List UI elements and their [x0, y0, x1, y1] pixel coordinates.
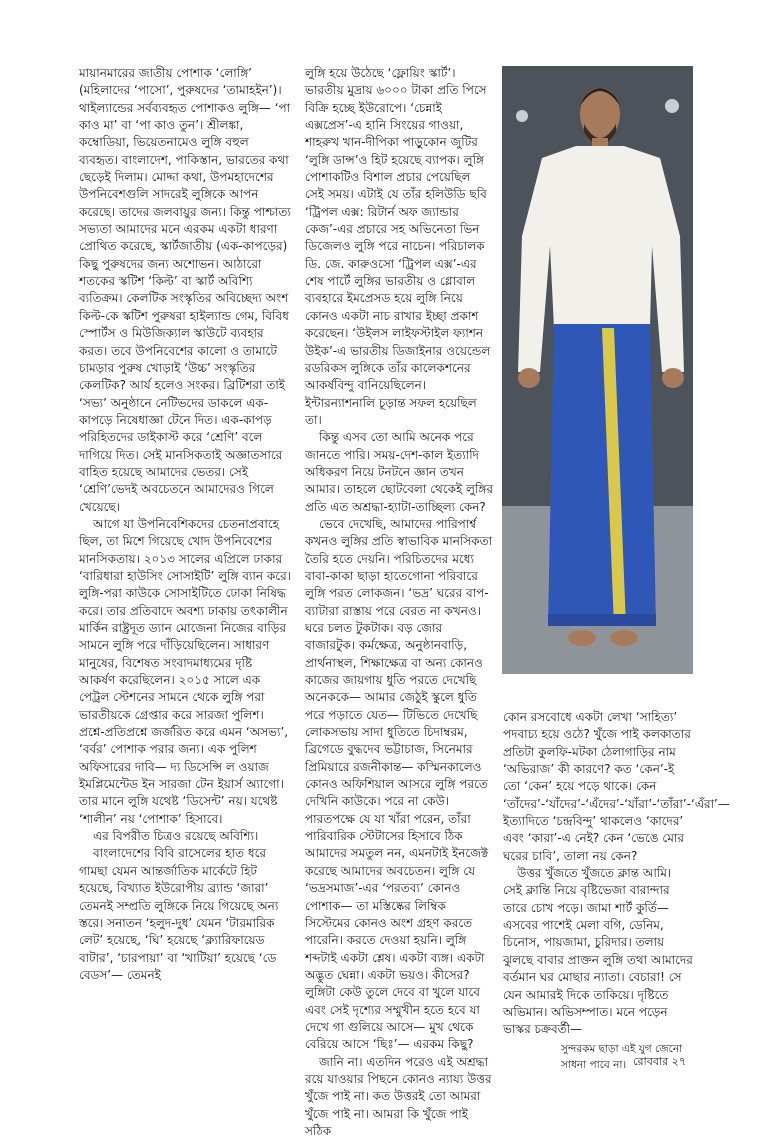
poem-line: সুন্দরকম ছাড়া এই যুগ জেনো: [561, 1042, 683, 1055]
model-lungi: [548, 324, 656, 626]
model-lungi-photo: [502, 66, 693, 674]
paragraph: জানি না। এতদিন পরেও এই অশ্রদ্ধা রয়ে যাওয়ার পিছনে কোনও ন্যায্য উত্তর খুঁজে পাই না। কত উত্তরই তো আমরা খুঁজে পাই না। আমরা কি খুঁজে পাই সঠিক: [305, 1054, 492, 1138]
model-foot: [568, 630, 596, 646]
paragraph: কোন রসবোধে একটা লেখা ‘সাহিত্য’ পদবাচ্য হয়ে ওঠে? খুঁজে পাই কলকাতার প্রতিটা কুলফি-মটকা ঠেলাগাড়ির নাম ‘অভিরাজ’ কী কারণে? কত ‘কেন’-ই তো ‘কেন’ হয়ে পড়ে থাকে। কেন ‘তাঁদের’-‘যাঁদের’-‘এঁদের’-‘যাঁরা’-‘তাঁরা’-‘এঁরা’— ইত্যাদিতে ‘চন্দ্রবিন্দু’ থাকলেও ‘কাদের’ এবং ‘কারা’-এ নেই? কেন ‘ভেঙে মোর ঘরের চাবি’, তালা নয় কেন?: [503, 710, 730, 863]
stage-light: [665, 99, 679, 113]
paragraph: আগে যা উপনিবেশিকদের চেতনাপ্রবাহে ছিল, তা মিশে গিয়েছে খোদ উপনিবেশের মানসিকতায়। ২০১৩ সালের এপ্রিলে ঢাকার ‘বারিধারা হাউসিং সোসাইটি’ লুঙ্গি ব্যান করে। লুঙ্গি-পরা কাউকে সোসাইটিতে ঢোকা নিষিদ্ধ করে। তার প্রতিবাদে অবশ্য ঢাকায় তৎকালীন মার্কিন রাষ্ট্রদূত ড্যান মোজেনা নিজের বাড়ির সামনে লুঙ্গি পরে দাঁড়িয়েছিলেন। সাধারণ মানুষের, বিশেষত সংবাদমাধ্যমের দৃষ্টি আকর্ষণ করেছিলেন। ২০১৫ সালে এক পেট্রল স্টেশনের সামনে থেকে লুঙ্গি পরা ভারতীয়কে গ্রেপ্তার করে সারজা পুলিশ। প্রশ্নে-প্রতিপ্রশ্নে জর্জরিত করে এমন ‘অসভ্য’, ‘বর্বর’ পোশাক পরার জন্য। এক পুলিশ অফিসারের দাবি— দ্য ডিসেন্সি ল ওয়াজ ইমপ্লিমেন্টেড ইন সারজা টেন ইয়ার্স অ্যাগো। তার মানে লুঙ্গি যথেষ্ট ‘ডিসেন্ট’ নয়। যথেষ্ট ‘শালীন’ নয় ‘পোশাক’ হিসাবে।: [79, 516, 291, 826]
paragraph: লুঙ্গি হয়ে উঠেছে ‘ফ্লোয়িং স্কার্ট’। ভারতীয় মুদ্রায় ৬০০০ টাকা প্রতি পিসে বিক্রি হচ্ছে ইউরোপে। ‘চেন্নাই এক্সপ্রেস’-এ হানি সিংয়ের গাওয়া, শাহরুখ খান-দীপিকা পাড়ুকোন জুটির ‘লুঙ্গি ডান্স’ও হিট হয়েছে ব্যাপক। লুঙ্গি পোশাকটিও বিশাল প্রচার পেয়েছিল সেই সময়। এটাই যে তাঁর হলিউডি ছবি ‘ট্রিপল এক্স: রিটার্ন অফ জ্যান্ডার কেজ’-এর প্রচারে সহ অভিনেতা ভিন ডিজেলও লুঙ্গি পরে নাচেন। পরিচালক ডি. জে. কারুওসো ‘ট্রিপল এক্স’-এর শেষ পার্টে লুঙ্গির ভারতীয় ও গ্লোবাল ব্যবহারে ইমপ্রেসড হয়ে লুঙ্গি নিয়ে কোনও একটা নাচ রাখার ইচ্ছা প্রকাশ করেছেন। ‘উইলস লাইফস্টাইল ফ্যাশন উইক’-এ ভারতীয় ডিজাইনার ওয়েন্ডেল রডরিকস লুঙ্গিকে তাঁর কালেকশনের আকর্ষবিন্দু বানিয়েছিলেন। ইন্টারন্যাশনালি চূড়ান্ত সফল হয়েছিল তা।: [305, 66, 491, 427]
paragraph: উত্তর খুঁজতে খুঁজতে ক্লান্ত আমি। সেই ক্লান্তি নিয়ে বৃষ্টিভেজা বারান্দার তারে চোখ পড়ে। জামা শার্ট কুর্তি— এসবের পাশেই মেলা বগি, ডেনিম, চিনোস, পায়জামা, চুরিদার। তলায় ঝুলছে বাবার প্রাক্তন লুঙ্গি তথা আমাদের বর্তমান ঘর মোছার ন্যাতা। বেচারা! সে যেন আমারই দিকে তাকিয়ে। দৃষ্টিতে অভিমান। অভিসম্পাত। মনে পড়েন ভাস্কর চক্রবর্তী—: [503, 866, 693, 1037]
paragraph: এর বিপরীত চিত্রও রয়েছে অবিশ্যি।: [93, 829, 259, 844]
page-footer: রোববার ২৭: [633, 1055, 686, 1068]
lungi-hem: [548, 614, 656, 626]
model-hand: [662, 368, 684, 388]
stage-light: [516, 110, 528, 122]
model-hand: [518, 368, 540, 388]
paragraph: কিন্তু এসব তো আমি অনেক পরে জানতে পারি। সময়-দেশ-কাল ইত্যাদি অধিকরণ নিয়ে টনটনে জ্ঞান তখন আমার। তাহলে ছোটবেলা থেকেই লুঙ্গির প্রতি এত অশ্রদ্ধা-হ্যাটা-তাচ্ছিল্য কেন?: [305, 430, 493, 514]
model-foot: [610, 630, 638, 646]
poem-line: সাধনা পাবে না।: [561, 1058, 627, 1071]
article-column-3: [503, 709, 730, 1073]
paragraph: মায়ানমারের জাতীয় পোশাক ‘লোঙ্গি’ (মহিলাদের ‘পাসো’, পুরুষদের ‘তামাহইন’)। থাইল্যান্ডের সর্বব্যবহৃত পোশাকও লুঙ্গি— ‘পা কাও মা’ বা ‘পা কাও তুন’। শ্রীলঙ্কা, কম্বোডিয়া, ভিয়েতনামেও লুঙ্গি বহুল ব্যবহৃত। বাংলাদেশ, পাকিস্তান, ভারতের কথা ছেড়েই দিলাম। মোদ্দা কথা, উপমহাদেশের উপনিবেশগুলি সাদরেই লুঙ্গিকে আপন করেছে। তাদের জলবায়ুর জন্য। কিন্তু পাশ্চাত্য সভ্যতা আমাদের মনে এরকম একটা ধারণা প্রোথিত করেছে, স্কার্টজাতীয় (এক-কাপড়ের) কিছু পুরুষদের জন্য অশোভন। আঠারো শতকের স্কটিশ ‘কিল্ট’ বা স্কার্ট অবিশ্যি ব্যতিক্রম। কেলটিক সংস্কৃতির অবিচ্ছেদ্য অংশ কিল্ট-কে স্কটিশ পুরুষরা হাইল্যান্ড গেম, বিবিধ স্পোর্টস ও মিউজিক্যাল স্কাউটে ব্যবহার করত। তবে উপনিবেশের কালো ও তামাটে চামড়ার পুরুষ খোড়াই ‘উচ্চ’ সংস্কৃতির কেলটিক? আর্য হলেও সংকর। ব্রিটিশরা তাই ‘সভ্য’ অনুষ্ঠানে নেটিভদের ডাকলে এক-কাপড়ে নিষেধাজ্ঞা টেনে দিত। এক-কাপড় পরিহিতদের ডাইকাস্ট করে ‘শ্রেণি’ বলে দাগিয়ে দিত। সেই মানসিকতাই অজ্ঞাতসারে বাহিত হয়েছে আমাদের ভেতর। সেই ‘শ্রেণি’ভেদই অবচেতনে আমাদেরও গিলে খেয়েছে।: [79, 66, 291, 514]
paragraph: ভেবে দেখেছি, আমাদের পারিপার্শ্ব কখনও লুঙ্গির প্রতি স্বাভাবিক মানসিকতা তৈরি হতে দেয়নি। পরিচিতদের মধ্যে বাবা-কাকা ছাড়া হাতেগোনা পরিবারে লুঙ্গি পরত লোকজন। ‘ভদ্র’ ঘরের বাপ-ব্যাটারা রাস্তায় পরে বেরত না কখনও। ঘরে চলত টুকটাক। বড় জোর বাজারটুক। কর্মক্ষেত্র, অনুষ্ঠানবাড়ি, প্রার্থনাস্থল, শিক্ষাক্ষেত্র বা অন্য কোনও কাজের জায়গায় ধুতি পরতে দেখেছি অনেককে— আমার জেঠুই স্কুলে ধুতি পরে পড়াতে যেত— টিভিতে দেখেছি লোকসভায় সাদা ধুতিতে চিদাম্বরম, ব্রিগেডে বুদ্ধদেব ভট্টাচাজ, সিনেমার প্রিমিয়ারে রজনীকান্ত— কস্মিনকালেও কোনও অফিশিয়াল আসরে লুঙ্গি পরতে দেখিনি কাউকে। পরে না কেউ। পারতপক্ষে যে যা খাঁরা পরেন, তাঁরা পারিবারিক স্টেটাসের হিসাবে ঠিক আমাদের সমতুল নন, এমনটাই ইনজেক্ট করেছে আমাদের অবচেতন। লুঙ্গি যে ‘ভদ্রসমাজ’-এর ‘পরতব্য’ কোনও পোশাক— তা মস্তিষ্কের লিম্বিক সিস্টেমের কোনও অংশ গ্রহণ করতে পারেনি। করতে দেওয়া হয়নি। লুঙ্গি শব্দটাই একটা শ্লেষ। একটা ব্যঙ্গ। একটা অদ্ভুত ঘেন্না। একটা ভয়ও। কীসের? লুঙ্গিটা কেউ তুলে দেবে বা খুলে যাবে এবং সেই দৃশ্যের সম্মুখীন হতে হবে যা দেখে গা গুলিয়ে আসে— মুখ থেকে বেরিয়ে আসে ‘ছিঃ’— এরকম কিছু?: [305, 516, 493, 1052]
model-illustration: [502, 66, 693, 674]
article-column-1: [79, 65, 291, 984]
article-column-2: [305, 65, 493, 1140]
paragraph: বাংলাদেশের বিবি রাসেলের হাত ধরে গামছা যেমন আন্তর্জাতিক মার্কেটে হিট হয়েছে, বিখ্যাত ইউরোপীয় ব্র্যান্ড ‘জারা’ তেমনই সম্প্রতি লুঙ্গিকে নিয়ে গিয়েছে অন্য স্তরে। সনাতন ‘হলুদ-দুধ’ যেমন ‘টারমারিক লেট’ হয়েছে, ‘ঘি’ হয়েছে ‘ক্ল্যারিফায়েড বাটার’, ‘চারপায়া’ বা ‘খাটিয়া’ হয়েছে ‘ডে বেডস’— তেমনই: [79, 846, 279, 982]
